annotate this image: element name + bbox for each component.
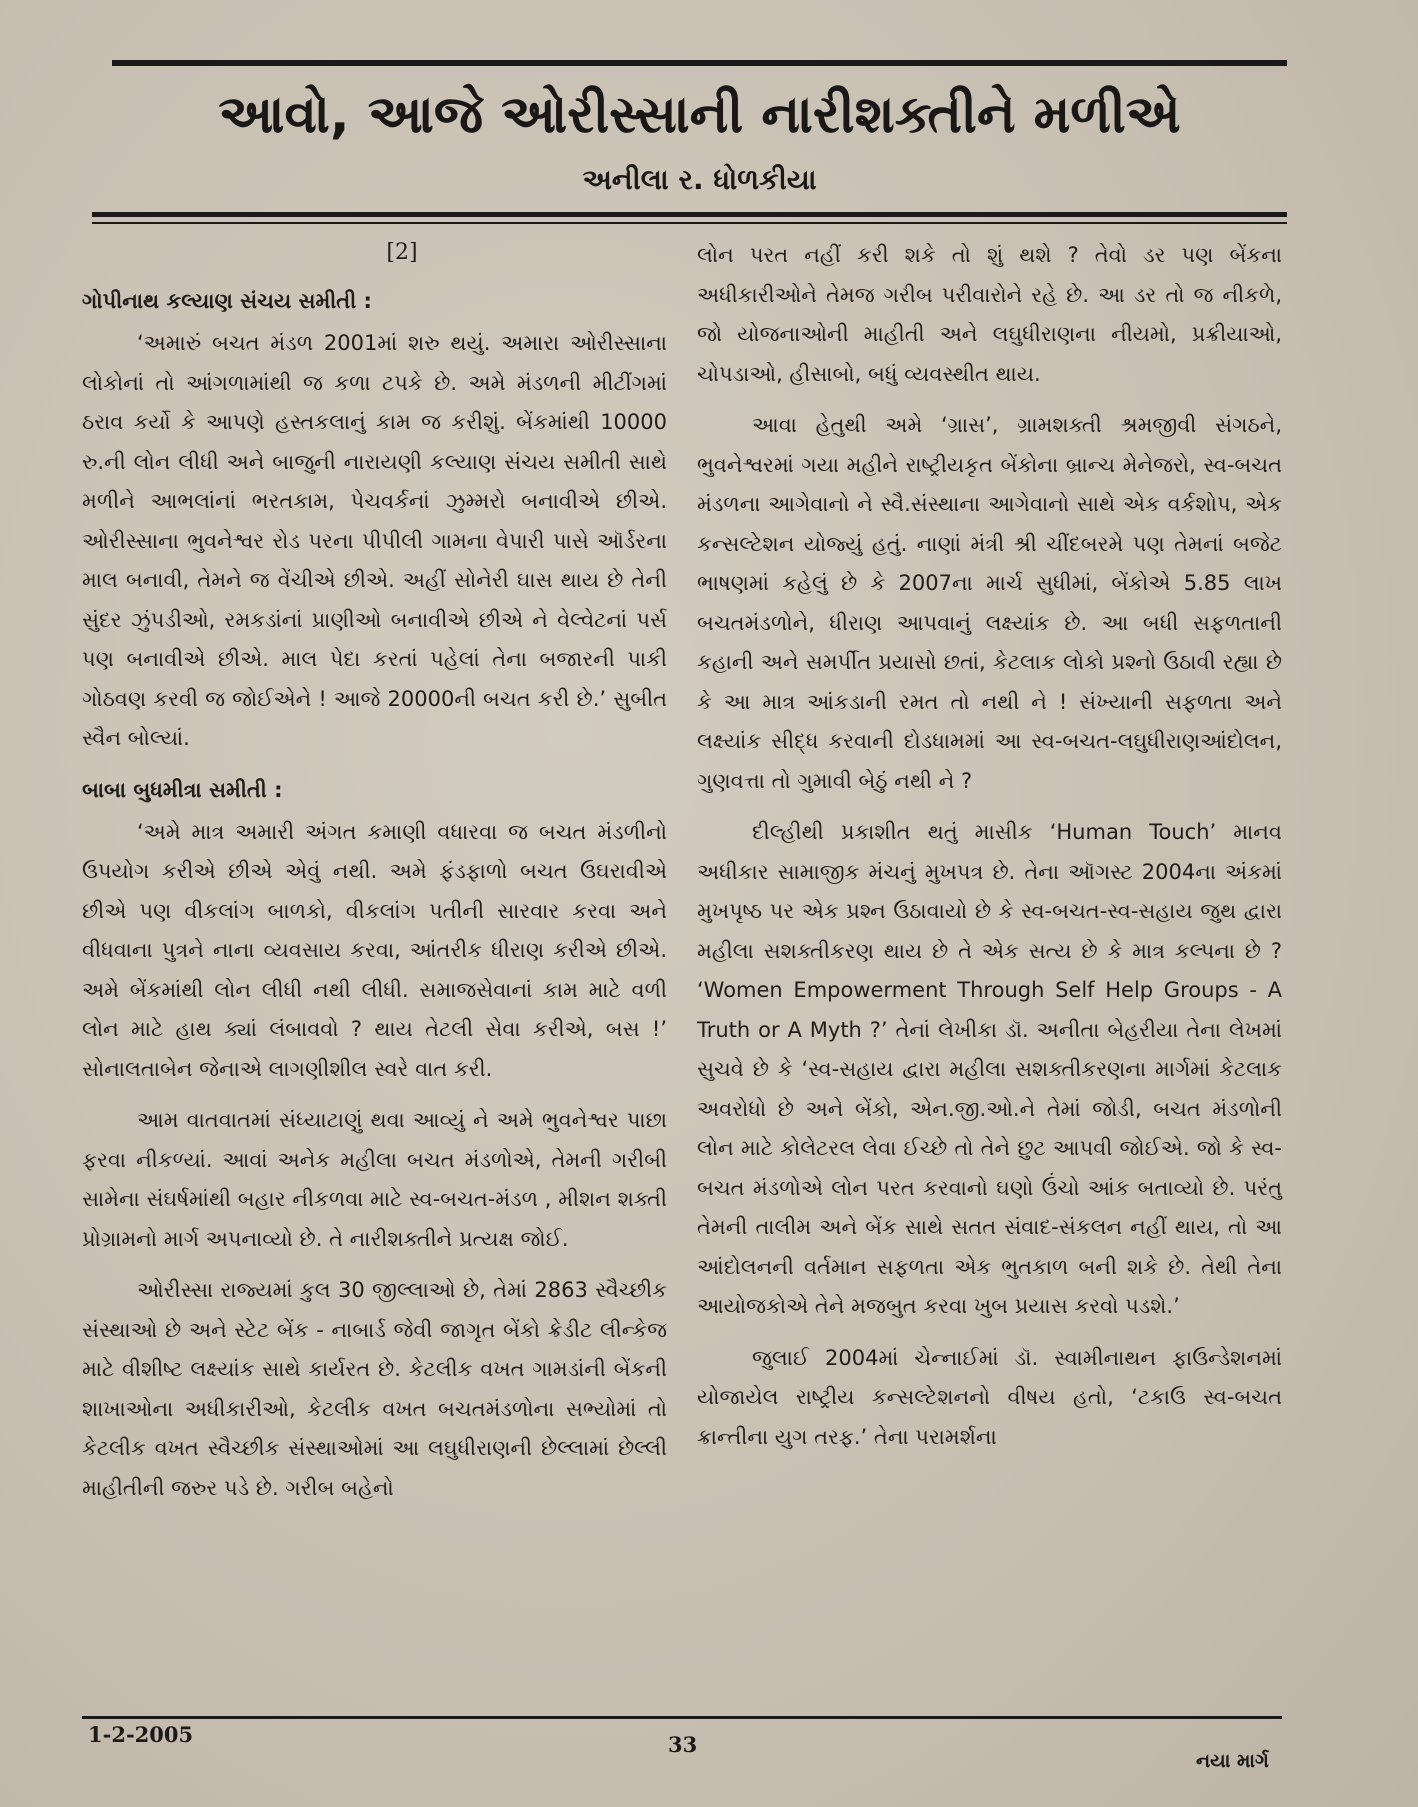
paragraph: ઓરીસ્સા રાજ્યમાં કુલ 30 જીલ્લાઓ છે, તેમાં 2863 સ્વૈચ્છીક સંસ્થાઓ છે અને સ્ટેટ બેંક - નાબાર્ડ જેવી જાગૃત બેંકો ક્રેડીટ લીન્કેજ માટે વીશીષ્ટ લક્ષ્યાંક સાથે કાર્યરત છે. કેટલીક વખત ગામડાંની બેંકની શાખાઓના અધીકારીઓ, કેટલીક વખત બચતમંડળોના સભ્યોમાં તો કેટલીક વખત સ્વૈચ્છીક સંસ્થાઓમાં આ લઘુધીરાણની છેલ્લામાં છેલ્લી માહીતીની જરુર પડે છે. ગરીબ બહેનો bbox=[82, 1278, 667, 1500]
part-number: [2] bbox=[386, 240, 418, 265]
top-rule bbox=[112, 60, 1287, 66]
section-heading-gopinath: ગોપીનાથ કલ્યાણ સંચય સમીતી : bbox=[82, 289, 372, 313]
right-column bbox=[697, 236, 1282, 1469]
footer-rule bbox=[82, 1716, 1282, 1719]
paragraph: આવા હેતુથી અમે ‘ગ્રાસ’, ગ્રામશક્તી શ્રમજીવી સંગઠને, ભુવનેશ્વરમાં ગયા મહીને રાષ્ટ્રીયકૃત બેંકોના બ્રાન્ચ મેનેજરો, સ્વ-બચત મંડળના આગેવાનો ને સ્વૈ.સંસ્થાના આગેવાનો સાથે એક વર્કશોપ, એક કન્સલ્ટેશન યોજ્યું હતું. નાણાં મંત્રી શ્રી ચીંદબરમે પણ તેમનાં બજેટ ભાષણમાં કહેલું છે કે 2007ના માર્ચ સુધીમાં, બેંકોએ 5.85 લાખ બચતમંડળોને, ધીરાણ આપવાનું લક્ષ્યાંક છે. આ બધી સફળતાની કહાની અને સમર્પીત પ્રયાસો છતાં, કેટલાક લોકો પ્રશ્નો ઉઠાવી રહ્યા છે કે આ માત્ર આંકડાની રમત તો નથી ને ! સંખ્યાની સફળતા અને લક્ષ્યાંક સીદ્ધ કરવાની દોડધામમાં આ સ્વ-બચત-લઘુધીરાણઆંદોલન, ગુણવત્તા તો ગુમાવી બેઠું નથી ને ? bbox=[697, 413, 1282, 793]
paragraph: જુલાઈ 2004માં ચેન્નાઈમાં ડૉ. સ્વામીનાથન ફાઉન્ડેશનમાં યોજાયેલ રાષ્ટ્રીય કન્સલ્ટેશનનો વીષય હતો, ‘ટકાઉ સ્વ-બચત ક્રાન્તીના યુગ તરફ.’ તેના પરામર્શના bbox=[697, 1345, 1282, 1449]
paragraph: દીલ્હીથી પ્રકાશીત થતું માસીક ‘Human Touch’ માનવ અધીકાર સામાજીક મંચનું મુખપત્ર છે. તેના ઑગસ્ટ 2004ના અંકમાં મુખપૃષ્ઠ પર એક પ્રશ્ન ઉઠાવાયો છે કે સ્વ-બચત-સ્વ-સહાય જુથ દ્વારા મહીલા સશક્તીકરણ થાય છે તે એક સત્ય છે કે માત્ર કલ્પના છે ? ‘Women Empowerment Through Self Help Groups - A Truth or A Myth ?’ તેનાં લેખીકા ડૉ. અનીતા બેહરીયા તેના લેખમાં સુચવે છે કે ‘સ્વ-સહાય દ્વારા મહીલા સશક્તીકરણના માર્ગમાં કેટલાક અવરોધો છે અને બેંકો, એન.જી.ઓ.ને તેમાં જોડી, બચત મંડળોની લોન માટે કોલેટરલ લેવા ઈચ્છે તો તેને છુટ આપવી જોઈએ. જો કે સ્વ-બચત મંડળોએ લોન પરત કરવાનો ઘણો ઉંચો આંક બતાવ્યો છે. પરંતુ તેમની તાલીમ અને બેંક સાથે સતત સંવાદ-સંકલન નહીં થાય, તો આ આંદોલનની વર્તમાન સફળતા એક ભુતકાળ બની શકે છે. તેથી તેના આયોજકોએ તેને મજબુત કરવા ખુબ પ્રયાસ કરવો પડશે.’ bbox=[697, 820, 1282, 1318]
article-author: અનીલા ર. ધોળકીયા bbox=[582, 163, 817, 196]
left-column bbox=[82, 236, 667, 1520]
page-number: 33 bbox=[668, 1732, 698, 1757]
paragraph: આમ વાતવાતમાં સંધ્યાટાણું થવા આવ્યું ને અમે ભુવનેશ્વર પાછા ફરવા નીકળ્યાં. આવાં અનેક મહીલા બચત મંડળોએ, તેમની ગરીબી સામેના સંઘર્ષમાંથી બહાર નીકળવા માટે સ્વ-બચત-મંડળ , મીશન શક્તી પ્રોગ્રામનો માર્ગ અપનાવ્યો છે. તે નારીશક્તીને પ્રત્યક્ષ જોઈ. bbox=[82, 1108, 667, 1251]
header-rule-thin bbox=[92, 222, 1287, 224]
paragraph: ‘અમારું બચત મંડળ 2001માં શરુ થયું. અમારા ઓરીસ્સાના લોકોનાં તો આંગળામાંથી જ કળા ટપકે છે. અમે મંડળની મીટીંગમાં ઠરાવ કર્યો કે આપણે હસ્તકલાનું કામ જ કરીશું. બેંકમાંથી 10000 રુ.ની લોન લીધી અને બાજુની નારાયણી કલ્યાણ સંચય સમીતી સાથે મળીને આભલાંનાં ભરતકામ, પેચવર્કનાં ઝુમ્મરો બનાવીએ છીએ. ઓરીસ્સાના ભુવનેશ્વર રોડ પરના પીપીલી ગામના વેપારી પાસે ઑર્ડરના માલ બનાવી, તેમને જ વેંચીએ છીએ. અહીં સોનેરી ઘાસ થાય છે તેની સુંદર ઝુંપડીઓ, રમકડાંનાં પ્રાણીઓ બનાવીએ છીએ ને વેલ્વેટનાં પર્સ પણ બનાવીએ છીએ. માલ પેદા કરતાં પહેલાં તેના બજારની પાકી ગોઠવણ કરવી જ જોઈએને ! આજે 20000ની બચત કરી છે.’ સુબીત સ્વૈન બોલ્યાં. bbox=[82, 331, 667, 750]
issue-date: 1-2-2005 bbox=[88, 1722, 194, 1747]
header-rule-thick bbox=[92, 212, 1287, 217]
article-title: આવો, આજે ઓરીસ્સાની નારીશક્તીને મળીએ bbox=[218, 85, 1181, 145]
section-heading-baba: બાબા બુધમીત્રા સમીતી : bbox=[82, 777, 283, 802]
paragraph: ‘અમે માત્ર અમારી અંગત કમાણી વધારવા જ બચત મંડળીનો ઉપયોગ કરીએ છીએ એવું નથી. અમે ફંડફાળો બચત ઉઘરાવીએ છીએ પણ વીકલાંગ બાળકો, વીકલાંગ પતીની સારવાર કરવા અને વીધવાના પુત્રને નાના વ્યવસાય કરવા, આંતરીક ધીરાણ કરીએ છીએ. અમે બેંકમાંથી લોન લીધી નથી લીધી. સમાજસેવાનાં કામ માટે વળી લોન માટે હાથ ક્યાં લંબાવવો ? થાય તેટલી સેવા કરીએ, બસ !’ સોનાલતાબેન જેનાએ લાગણીશીલ સ્વરે વાત કરી. bbox=[82, 819, 667, 1081]
magazine-name: નયા માર્ગ bbox=[1196, 1750, 1269, 1772]
paragraph: લોન પરત નહીં કરી શકે તો શું થશે ? તેવો ડર પણ બેંકના અધીકારીઓને તેમજ ગરીબ પરીવારોને રહે છે. આ ડર તો જ નીકળે, જો યોજનાઓની માહીતી અને લઘુધીરાણના નીયમો, પ્રક્રીયાઓ, ચોપડાઓ, હીસાબો, બધું વ્યવસ્થીત થાય. bbox=[697, 243, 1282, 386]
